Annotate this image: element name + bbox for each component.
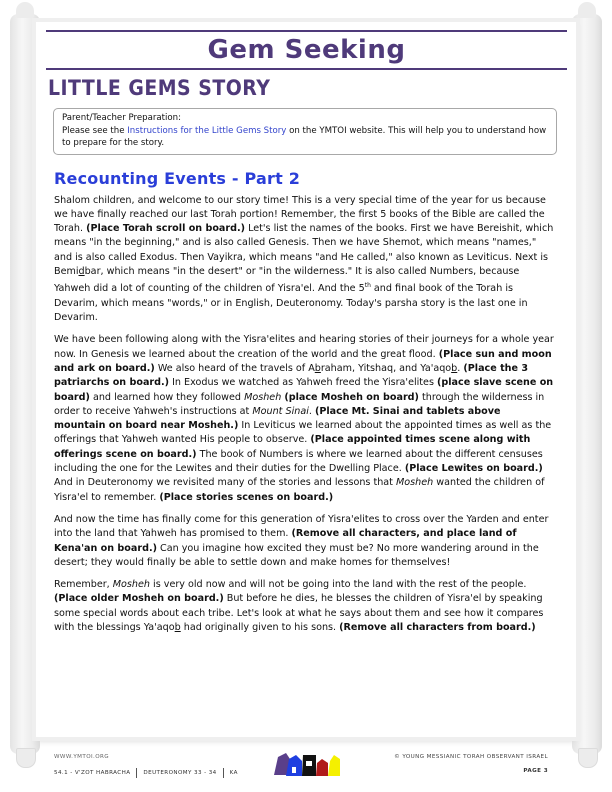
preparation-text-before: Please see the <box>62 125 128 136</box>
footer-level: KA <box>229 770 238 776</box>
scroll-knob-bottom-right <box>578 748 598 768</box>
footer-reference: DEUTERONOMY 33 - 34 <box>143 770 217 776</box>
footer-divider <box>136 768 137 778</box>
instructions-link[interactable]: Instructions for the Little Gems Story <box>127 125 287 136</box>
section-heading: Recounting Events - Part 2 <box>54 168 301 188</box>
story-paragraph-1: Shalom children, and welcome to our story time! This is a very special time of the year for us because we have finally reached our last Torah portion! Remember, the first 5 books of the Bible are called the Torah. (Place Torah scroll on board.) Let's list the names of the books. First we have Bereishit, which means "in the beginning," and is also called Genesis. Then we have Shemot, which means "names," and is also called Exodus. Then Vayikra, which means "and He called," also known as Leviticus. Next is Bemidbar, which means "in the desert" or "in the wilderness." It is also called Numbers, because Yahweh did a lot of counting of the children of Yisra'el. And the 5th and final book of the Torah is Devarim, which means "words," or in English, Deuteronomy. Today's parsha story is the last one in Devarim. <box>54 194 554 324</box>
footer-parsha: 54.1 - V'ZOT HABRACHA <box>54 770 131 776</box>
scroll-knob-top-right <box>578 2 596 18</box>
page-subtitle: LITTLE GEMS STORY <box>48 76 271 100</box>
story-body <box>54 194 559 636</box>
story-paragraph-4: Remember, Mosheh is very old now and will not be going into the land with the rest of the people. (Place older Mosheh on board.) But before he dies, he blesses the children of Yisra'el by speaking some special words about each tribe. Let's look at what he says about them and see how it compares with the blessings Ya'aqob had originally given to his sons. (Remove all characters from board.) <box>54 579 544 633</box>
footer-copyright: © YOUNG MESSIANIC TORAH OBSERVANT ISRAEL <box>394 754 548 760</box>
scroll-knob-top-left <box>16 2 34 18</box>
preparation-text-after: on the YMTOI website. This will help you to understand how to prepare for the story. <box>62 125 547 148</box>
preparation-label: Parent/Teacher Preparation: <box>62 113 182 123</box>
footer-url[interactable]: WWW.YMTOI.ORG <box>54 754 110 760</box>
scroll-rod-right <box>572 14 602 754</box>
story-paragraph-2: We have been following along with the Yisra'elites and hearing stories of their journeys for a whole year now. In Genesis we learned about the creation of the world and the great flood. (Place sun and moon and ark on board.) We also heard of the travels of Abraham, Yitshaq, and Ya'aqob. (Place the 3 patriarchs on board.) In Exodus we watched as Yahweh freed the Yisra'elites (place slave scene on board) and learned how they followed Mosheh (place Mosheh on board) through the wilderness in order to receive Yahweh's instructions at Mount Sinai. (Place Mt. Sinai and tablets above mountain on board near Mosheh.) In Leviticus we learned about the appointed times as well as the offerings that Yahweh wanted His people to observe. (Place appointed times scene along with offerings scene on board.) The book of Numbers is where we learned about the different censuses including the one for the Lewites and their duties for the Dwelling Place. (Place Lewites on board.) And in Deuteronomy we revisited many of the stories and lessons that Mosheh wanted the children of Yisra'el to remember. (Place stories scenes on board.) <box>54 334 554 503</box>
page-title: Gem Seeking <box>207 35 406 65</box>
preparation-box <box>53 108 557 155</box>
footer-divider <box>223 768 224 778</box>
page-number: PAGE 3 <box>523 768 548 774</box>
footer-meta <box>54 768 238 778</box>
title-bar <box>46 30 567 70</box>
page-content <box>48 30 559 635</box>
page-footer <box>54 752 574 786</box>
story-paragraph-3: And now the time has finally come for this generation of Yisra'elites to cross over the Yarden and enter into the land that Yahweh has promised to them. (Remove all characters, and place land of Kena'an on board.) Can you imagine how excited they must be? No more wandering around in the desert; they would finally be able to settle down and make homes for themselves! <box>54 513 549 568</box>
scroll-knob-bottom-left <box>16 748 36 768</box>
preparation-text <box>62 125 550 150</box>
